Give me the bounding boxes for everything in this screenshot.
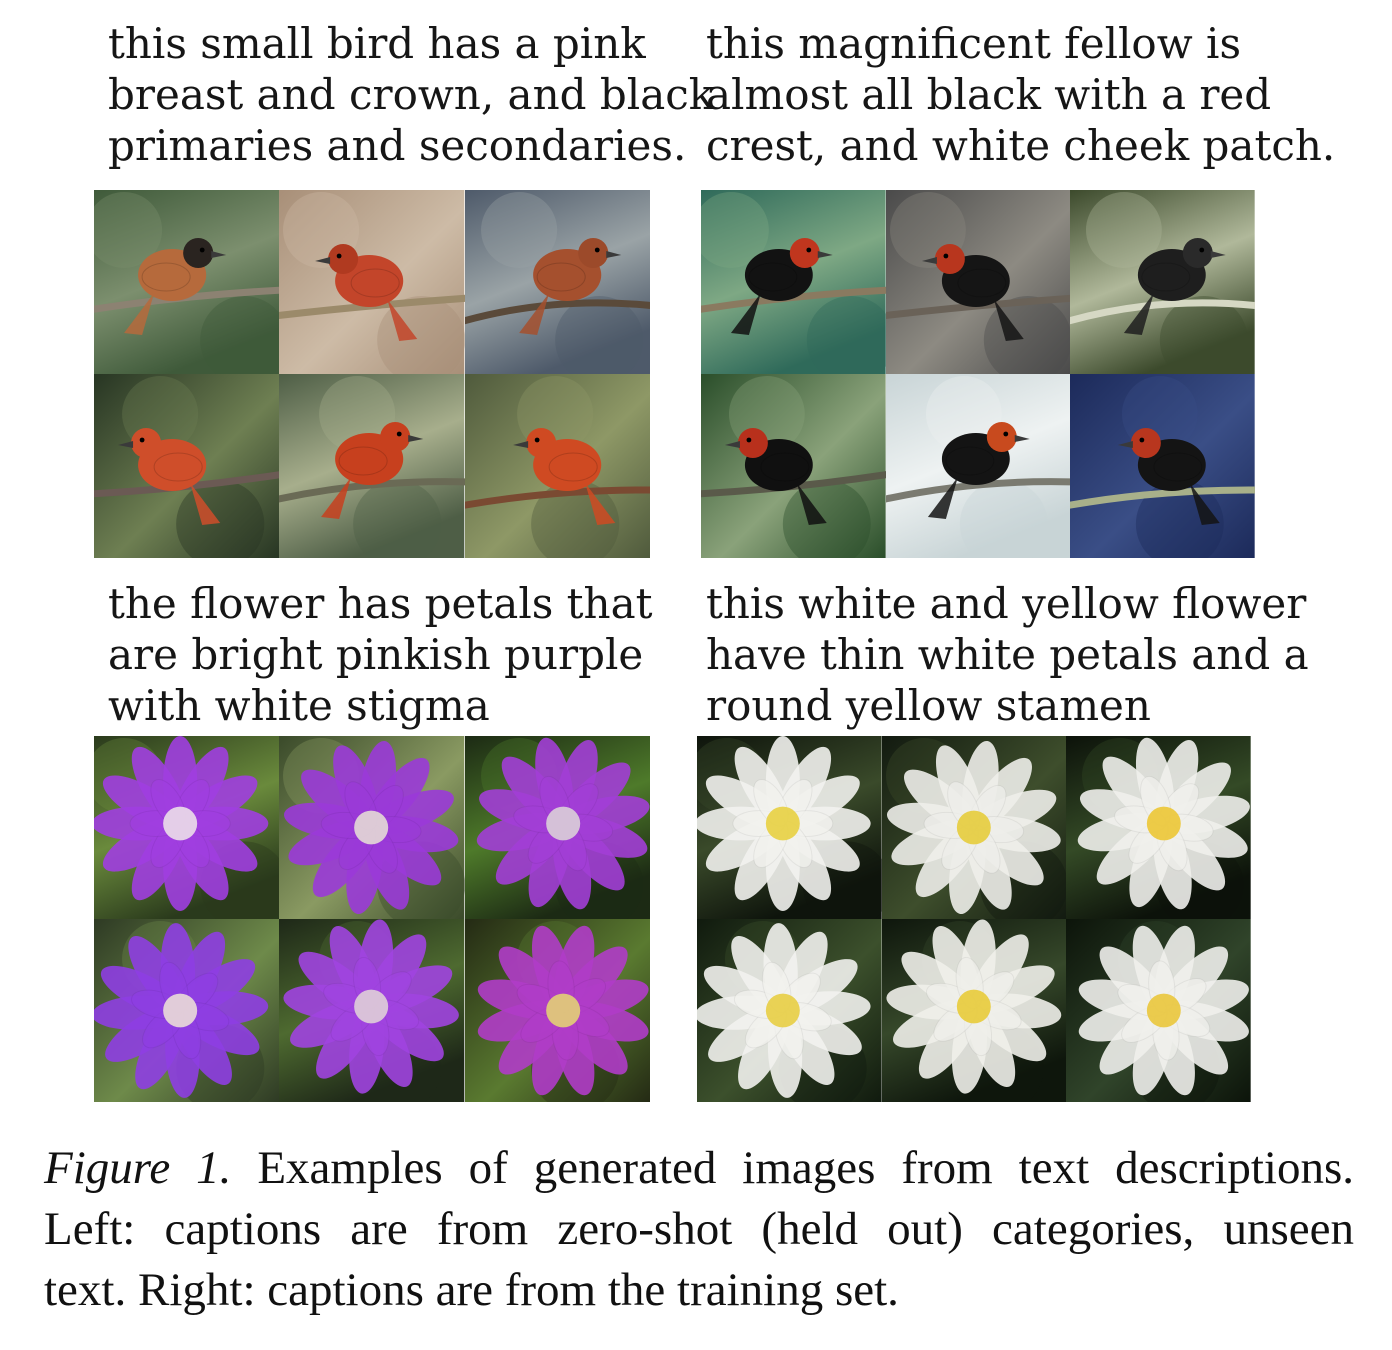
generated-image xyxy=(701,374,886,558)
generated-image xyxy=(465,919,650,1102)
prompt-line: primaries and secondaries. xyxy=(108,121,687,170)
prompt-line: this magnificent fellow is xyxy=(706,19,1242,68)
generated-image xyxy=(697,919,882,1102)
generated-image xyxy=(279,736,464,919)
prompt-line: have thin white petals and a xyxy=(706,630,1309,679)
generated-image xyxy=(701,190,886,374)
prompt-bird-pink xyxy=(108,18,714,171)
caption-text: Examples of generated images from text descriptions. xyxy=(257,1142,1354,1194)
image-grid-flower-purple xyxy=(94,736,650,1102)
figure-caption xyxy=(44,1138,1354,1321)
generated-image xyxy=(697,736,882,919)
prompt-line: breast and crown, and black xyxy=(108,70,715,119)
generated-image xyxy=(1066,919,1251,1102)
generated-image xyxy=(465,190,650,374)
prompt-line: with white stigma xyxy=(108,681,490,730)
generated-image xyxy=(279,374,464,558)
caption-line: Left: captions are from zero-shot (held out) categories, unseen xyxy=(44,1203,1354,1255)
generated-image xyxy=(882,736,1067,919)
prompt-line: are bright pinkish purple xyxy=(108,630,644,679)
generated-image xyxy=(279,190,464,374)
generated-image xyxy=(465,374,650,558)
generated-image xyxy=(886,374,1071,558)
prompt-flower-white xyxy=(706,578,1309,731)
generated-image xyxy=(1066,736,1251,919)
generated-image xyxy=(279,919,464,1102)
generated-image xyxy=(882,919,1067,1102)
generated-image xyxy=(94,736,279,919)
image-grid-bird-black xyxy=(701,190,1255,558)
generated-image xyxy=(886,190,1071,374)
caption-line: text. Right: captions are from the training set. xyxy=(44,1264,899,1316)
prompt-line: crest, and white cheek patch. xyxy=(706,121,1336,170)
prompt-line: almost all black with a red xyxy=(706,70,1272,119)
prompt-line: the flower has petals that xyxy=(108,579,653,628)
image-grid-bird-pink xyxy=(94,190,650,558)
prompt-bird-black xyxy=(706,18,1335,171)
figure-label: Figure 1. xyxy=(44,1142,232,1194)
generated-image xyxy=(94,374,279,558)
generated-image xyxy=(94,190,279,374)
generated-image xyxy=(94,919,279,1102)
generated-image xyxy=(1070,190,1255,374)
image-grid-flower-white xyxy=(697,736,1251,1102)
caption-line xyxy=(44,1138,1354,1199)
prompt-flower-purple xyxy=(108,578,653,731)
prompt-line: round yellow stamen xyxy=(706,681,1151,730)
generated-image xyxy=(465,736,650,919)
generated-image xyxy=(1070,374,1255,558)
prompt-line: this small bird has a pink xyxy=(108,19,646,68)
prompt-line: this white and yellow flower xyxy=(706,579,1307,628)
